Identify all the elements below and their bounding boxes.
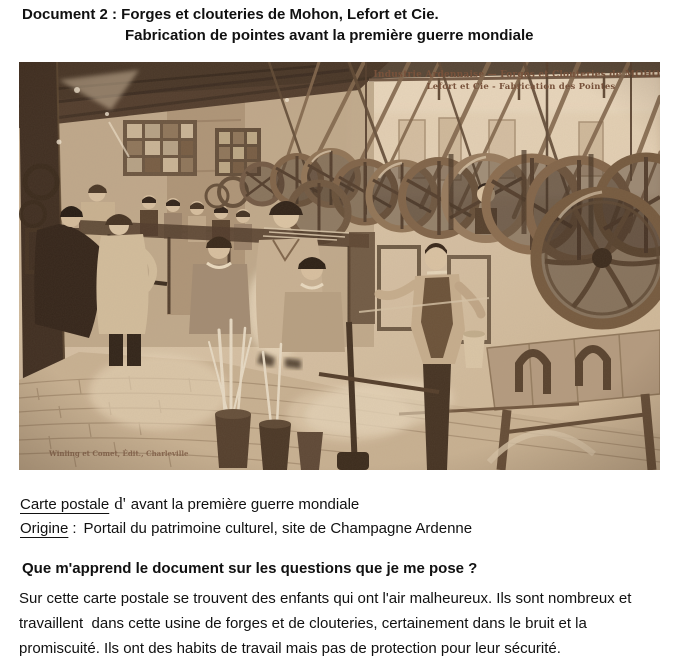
caption-serif-d: d' [114,494,126,513]
question-heading: Que m'apprend le document sur les questions que je me pose ? [22,560,478,577]
answer-paragraph: Sur cette carte postale se trouvent des enfants qui ont l'air malheureux. Ils sont nombreux et travaillent dans cette usine de forges et de clouteries, certainement dans le bruit et la promiscuité. Ils ont des habits de travail mais pas de protection pour leur sécurité. [19,590,636,657]
origin-rest: Portail du patrimoine culturel, site de Champagne Ardenne [83,520,473,537]
factory-scene-image [19,62,660,470]
origin-separator: : [72,520,77,537]
doc-title-line2: Fabrication de pointes avant la première guerre mondiale [125,27,534,44]
photo-caption [20,494,359,514]
origin-label: Origine [20,520,69,537]
origin-caption [20,520,472,537]
postcard-photo [19,62,660,470]
caption-carte-postale: Carte postale [20,496,110,513]
caption-rest: avant la première guerre mondiale [130,496,360,513]
doc-title-line1: Document 2 : Forges et clouteries de Mohon, Lefort et Cie. [22,6,439,23]
